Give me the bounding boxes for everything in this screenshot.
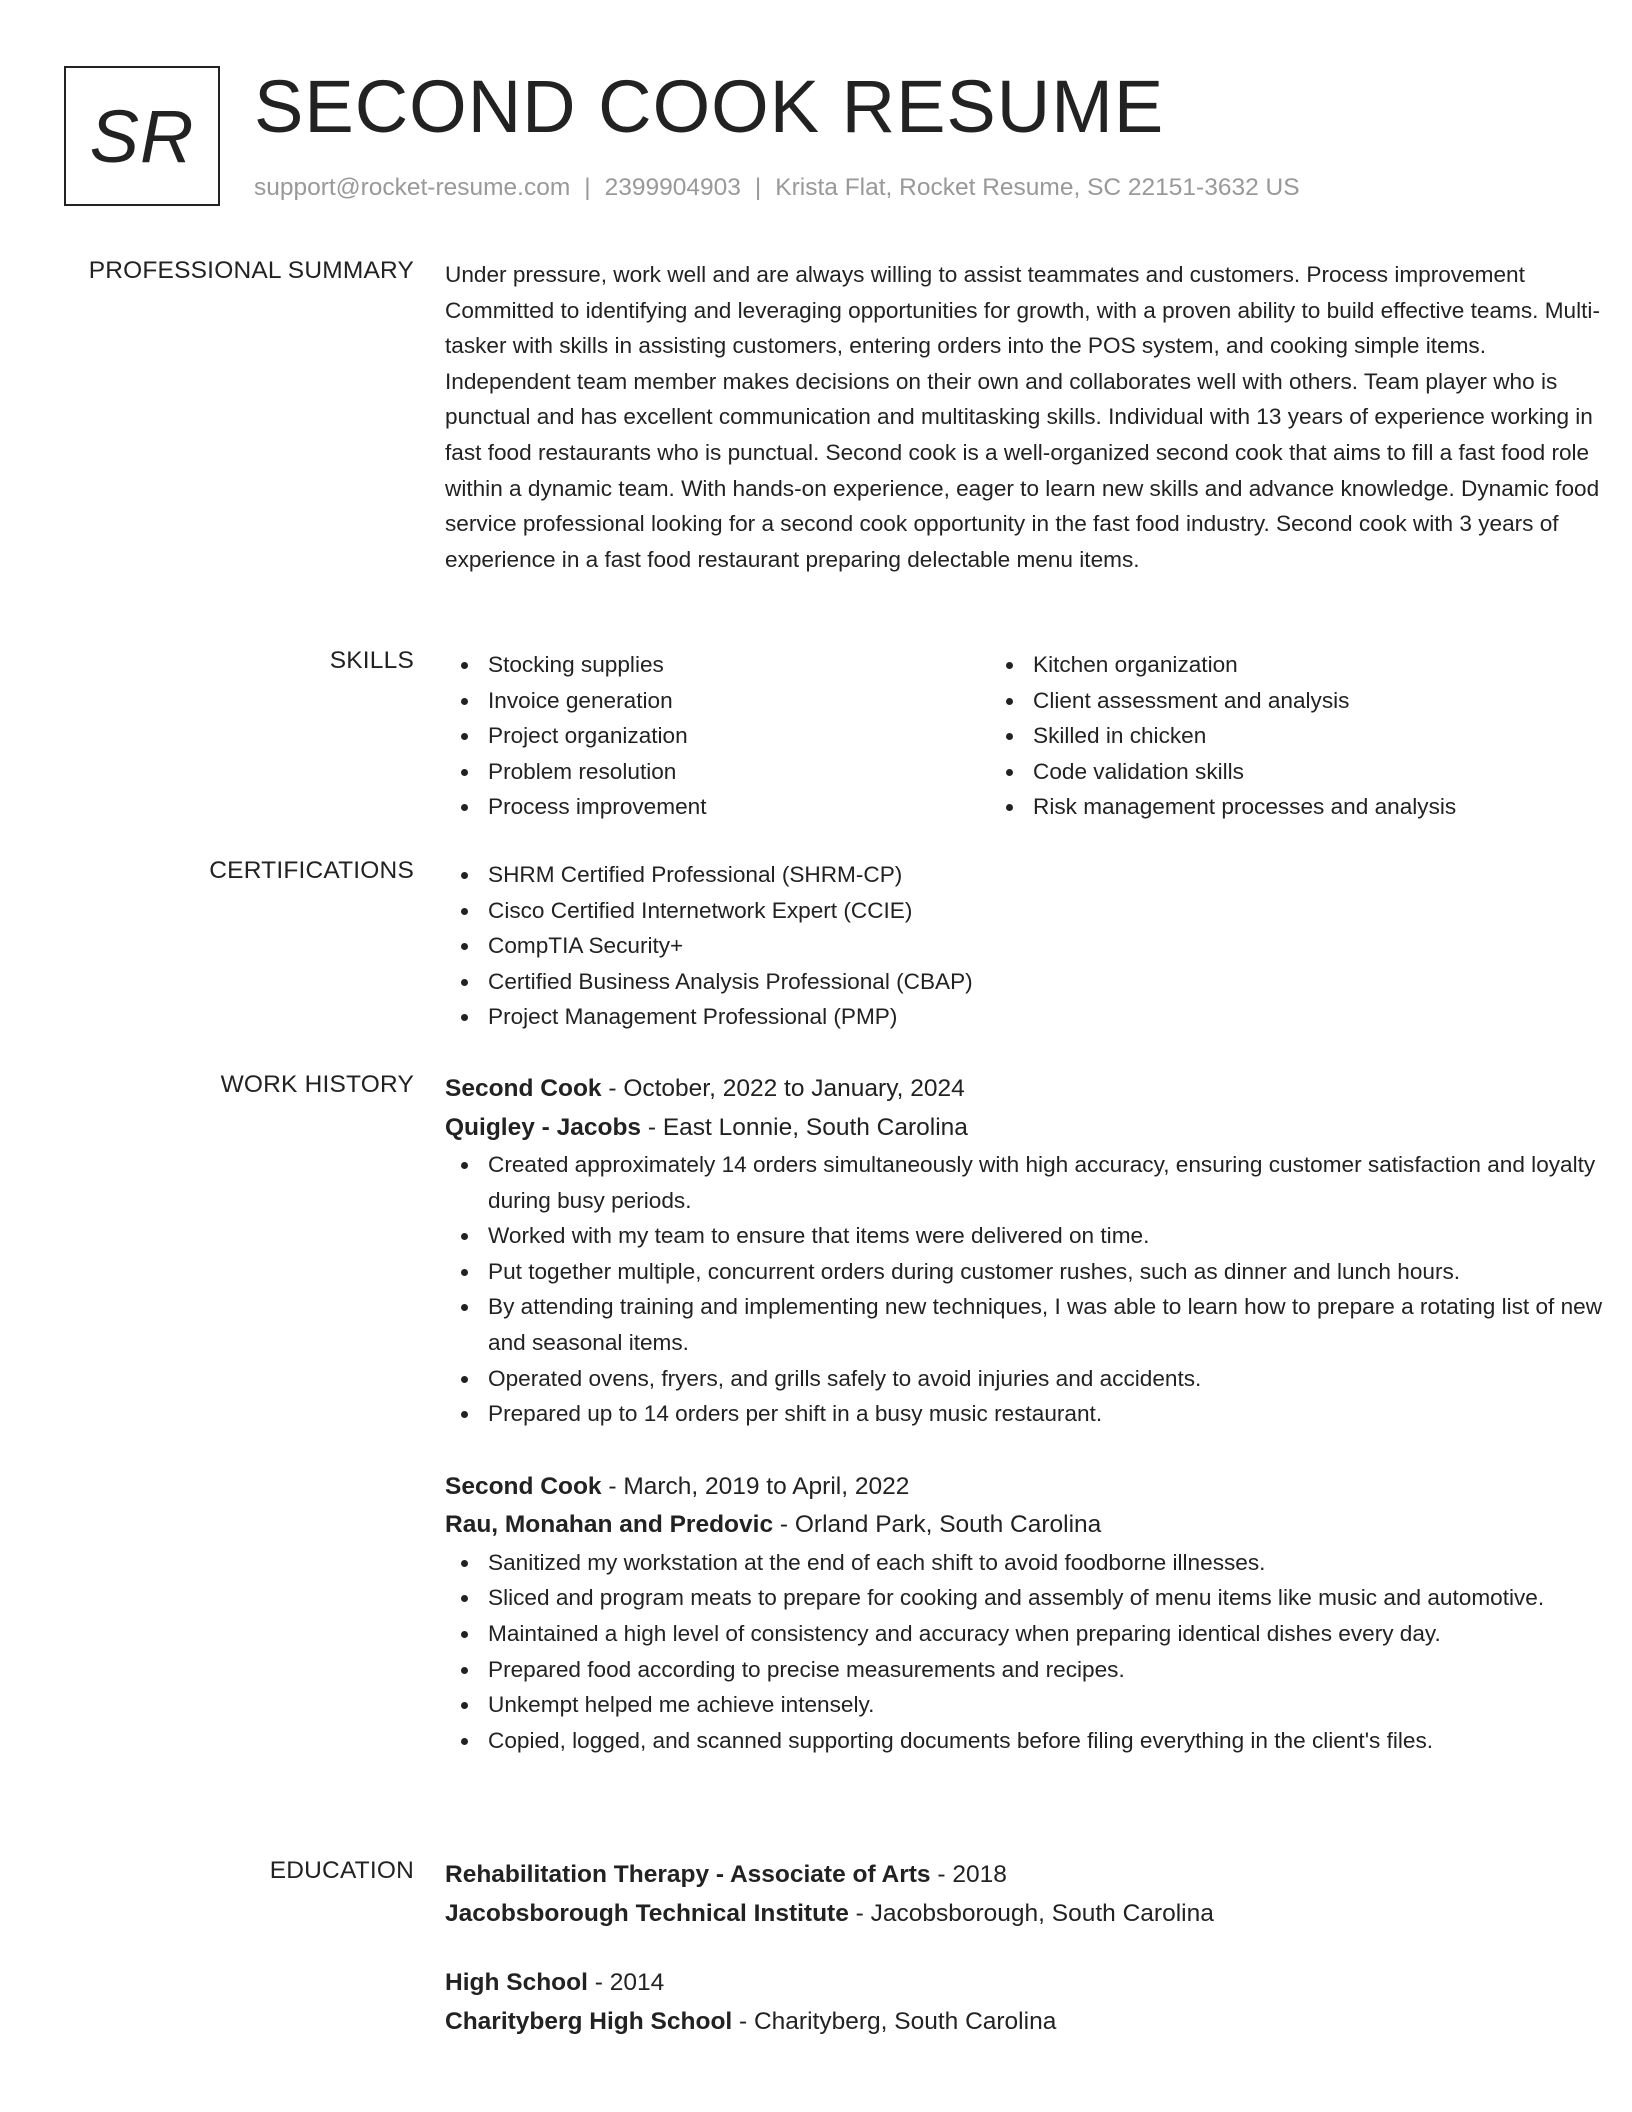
job-duty: Operated ovens, fryers, and grills safely to avoid injuries and accidents. (445, 1361, 1610, 1397)
skills-column-left (445, 647, 990, 825)
certification-item: CompTIA Security+ (445, 928, 1610, 964)
education-heading: EDUCATION (269, 1857, 414, 1884)
page-title: SECOND COOK RESUME (254, 65, 1165, 148)
skills-grid (445, 647, 1610, 825)
certifications-heading: CERTIFICATIONS (209, 857, 414, 884)
skill-item: Client assessment and analysis (990, 683, 1535, 719)
skills-heading: SKILLS (329, 647, 414, 674)
skill-item: Kitchen organization (990, 647, 1535, 683)
job-entry (445, 1070, 1610, 1432)
education-degree-line (445, 1964, 1610, 2003)
contact-email: support@rocket-resume.com (254, 174, 571, 201)
education-entry (445, 1964, 1610, 2041)
job-duty: Prepared up to 14 orders per shift in a busy music restaurant. (445, 1396, 1610, 1432)
certification-item: Project Management Professional (PMP) (445, 999, 1610, 1035)
contact-address: Krista Flat, Rocket Resume, SC 22151-3632 US (775, 174, 1300, 201)
skill-item: Code validation skills (990, 754, 1535, 790)
education-year: - 2014 (587, 1969, 665, 1996)
job-duty: Maintained a high level of consistency and accuracy when preparing identical dishes every day. (445, 1616, 1610, 1652)
contact-separator: | (584, 174, 591, 201)
job-duty: Prepared food according to precise measurements and recipes. (445, 1652, 1610, 1688)
monogram-logo: SR (64, 66, 220, 206)
job-title-line (445, 1468, 1610, 1507)
skill-item: Problem resolution (445, 754, 990, 790)
job-dates: - October, 2022 to January, 2024 (601, 1075, 965, 1102)
job-company: Rau, Monahan and Predovic (445, 1511, 774, 1539)
job-location: - East Lonnie, South Carolina (641, 1113, 968, 1141)
job-company-line (445, 1109, 1610, 1148)
skill-item: Process improvement (445, 789, 990, 825)
summary-text: Under pressure, work well and are always willing to assist teammates and customers. Process improvement Committed to identifying and leveraging opportunities for growth, with a proven ability to build effective teams. Multi-tasker with skills in assisting customers, entering orders into the POS system, and cooking simple items. Independent team member makes decisions on their own and collaborates well with others. Team player who is punctual and has excellent communication and multitasking skills. Individual with 13 years of experience working in fast food restaurants who is punctual. Second cook is a well-organized second cook that aims to fill a fast food role within a dynamic team. With hands-on experience, eager to learn new skills and advance knowledge. Dynamic food service professional looking for a second cook opportunity in the fast food industry. Second cook with 3 years of experience in a fast food restaurant preparing delectable menu items. (445, 262, 1600, 572)
contact-phone: 2399904903 (604, 174, 741, 201)
job-location: - Orland Park, South Carolina (773, 1511, 1102, 1539)
education-location: - Charityberg, South Carolina (732, 2007, 1057, 2035)
job-duty: Copied, logged, and scanned supporting documents before filing everything in the client's files. (445, 1723, 1610, 1759)
education-school-line (445, 2003, 1610, 2042)
job-duty: Sliced and program meats to prepare for cooking and assembly of menu items like music and automotive. (445, 1580, 1610, 1616)
resume-header (64, 66, 1564, 216)
contact-separator: | (754, 174, 762, 201)
certification-item: Certified Business Analysis Professional (CBAP) (445, 964, 1610, 1000)
education-entry (445, 1856, 1610, 1933)
job-duty: Worked with my team to ensure that items were delivered on time. (445, 1218, 1610, 1254)
skills-column-right (990, 647, 1535, 825)
education-year: - 2018 (930, 1861, 1007, 1888)
certification-item: SHRM Certified Professional (SHRM-CP) (445, 857, 1610, 893)
job-company: Quigley - Jacobs (445, 1113, 642, 1141)
contact-line (254, 174, 1300, 202)
skill-item: Stocking supplies (445, 647, 990, 683)
job-duty: By attending training and implementing new techniques, I was able to learn how to prepare a rotating list of new and seasonal items. (445, 1289, 1610, 1360)
education-degree: High School (445, 1969, 588, 1996)
job-duties-list (445, 1147, 1610, 1432)
job-title-line (445, 1070, 1610, 1109)
education-school: Charityberg High School (445, 2007, 733, 2035)
education-school-line (445, 1895, 1610, 1934)
job-title: Second Cook (445, 1075, 602, 1102)
skill-item: Project organization (445, 718, 990, 754)
skill-item: Skilled in chicken (990, 718, 1535, 754)
education-degree: Rehabilitation Therapy - Associate of Arts (445, 1861, 931, 1888)
education-school: Jacobsborough Technical Institute (445, 1899, 849, 1927)
job-duty: Sanitized my workstation at the end of each shift to avoid foodborne illnesses. (445, 1545, 1610, 1581)
education-degree-line (445, 1856, 1610, 1895)
job-company-line (445, 1506, 1610, 1545)
job-entry (445, 1468, 1610, 1759)
work-history-heading: WORK HISTORY (220, 1071, 414, 1098)
summary-heading: PROFESSIONAL SUMMARY (88, 257, 414, 284)
education-location: - Jacobsborough, South Carolina (848, 1899, 1214, 1927)
skill-item: Invoice generation (445, 683, 990, 719)
job-duty: Unkempt helped me achieve intensely. (445, 1687, 1610, 1723)
job-dates: - March, 2019 to April, 2022 (601, 1472, 910, 1500)
certification-item: Cisco Certified Internetwork Expert (CCIE) (445, 893, 1610, 929)
job-duty: Put together multiple, concurrent orders during customer rushes, such as dinner and lunch hours. (445, 1254, 1610, 1290)
job-duties-list (445, 1545, 1610, 1759)
skill-item: Risk management processes and analysis (990, 789, 1535, 825)
job-title: Second Cook (445, 1472, 602, 1500)
certifications-list (445, 857, 1610, 1035)
job-duty: Created approximately 14 orders simultaneously with high accuracy, ensuring customer satisfaction and loyalty during busy periods. (445, 1147, 1610, 1218)
